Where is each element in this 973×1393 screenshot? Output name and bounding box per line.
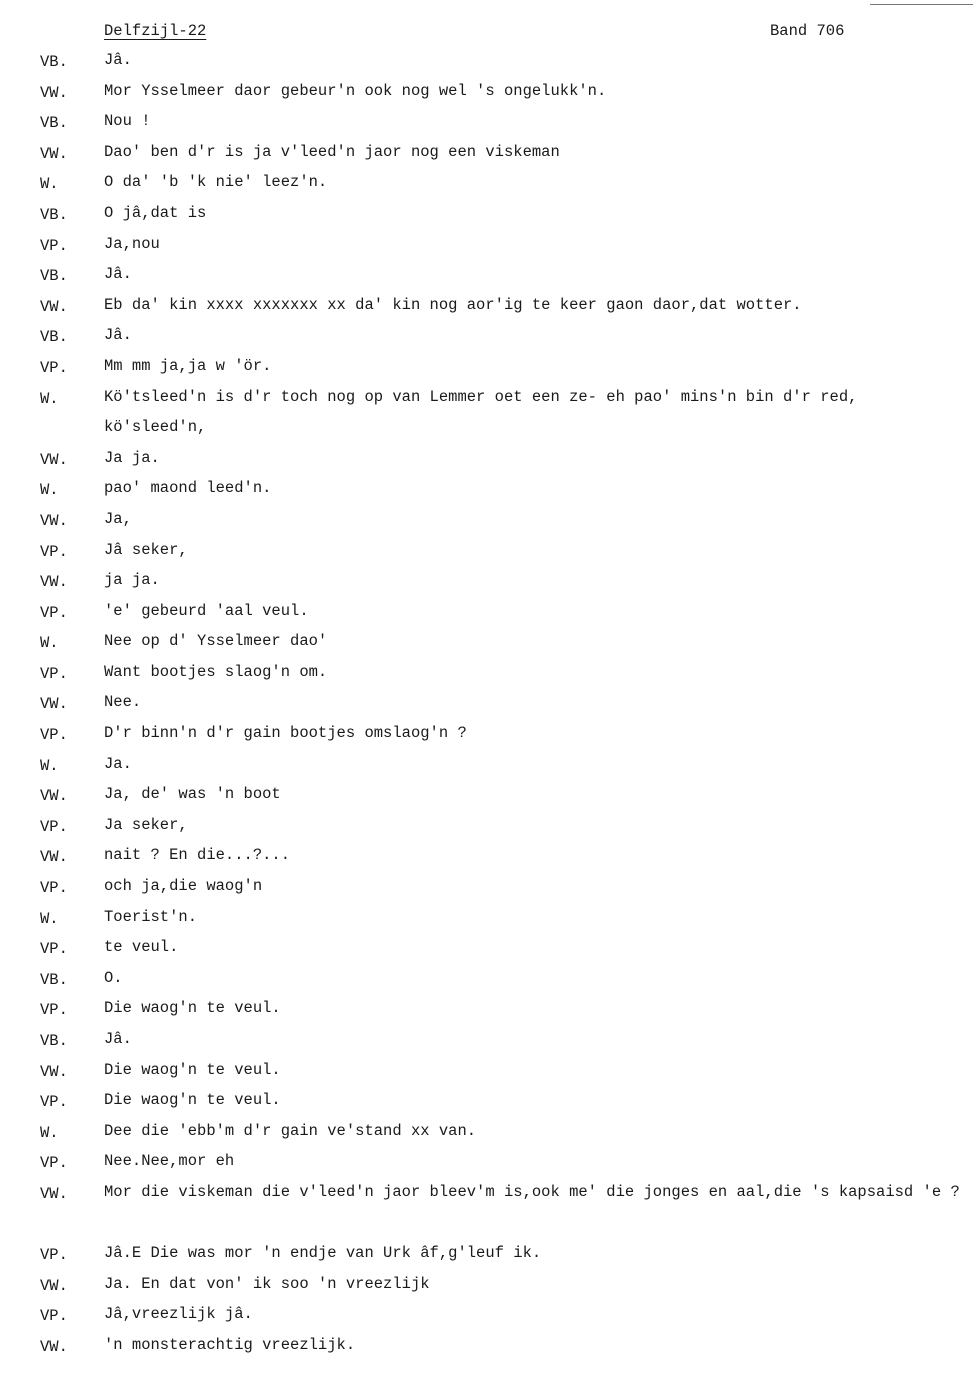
speaker-code: W. <box>40 175 59 194</box>
utterance-text: D'r binn'n d'r gain bootjes omslaog'n ? <box>104 724 467 743</box>
utterance-text: O. <box>104 968 123 987</box>
utterance-text: Jâ.E Die was mor 'n endje van Urk âf,g'leuf ik. <box>104 1244 542 1263</box>
utterance-text: Nee. <box>104 693 142 712</box>
speaker-code: VP. <box>40 940 68 959</box>
speaker-code: VP. <box>40 358 68 377</box>
utterance-text: och ja,die waog'n <box>104 877 263 896</box>
speaker-code: VB. <box>40 205 68 224</box>
document-reference: Delfzijl-22 <box>104 22 207 40</box>
speaker-code: VW. <box>40 1184 68 1203</box>
speaker-code: VP. <box>40 1154 68 1173</box>
utterance-text: 'e' gebeurd 'aal veul. <box>104 601 309 620</box>
speaker-code: VP. <box>40 817 68 836</box>
utterance-text: Ja. En dat von' ik soo 'n vreezlijk <box>104 1274 430 1293</box>
transcript-line <box>0 1335 973 1369</box>
speaker-code: W. <box>40 481 59 500</box>
utterance-text: Mor die viskeman die v'leed'n jaor bleev'm is,ook me' die jonges en aal,die 's kapsaisd 'e ? <box>104 1182 960 1201</box>
utterance-text: Jâ. <box>104 265 132 284</box>
speaker-code: VW. <box>40 1276 68 1295</box>
utterance-text: 'n monsterachtig vreezlijk. <box>104 1335 356 1354</box>
utterance-text: Die waog'n te veul. <box>104 1091 281 1110</box>
speaker-code: VW. <box>40 511 68 530</box>
utterance-text: Dao' ben d'r is ja v'leed'n jaor nog een viskeman <box>104 142 560 161</box>
utterance-text: Toerist'n. <box>104 907 198 926</box>
speaker-code: VP. <box>40 603 68 622</box>
top-rule <box>870 4 973 5</box>
speaker-code: VW. <box>40 83 68 102</box>
utterance-text: Want bootjes slaog'n om. <box>104 662 328 681</box>
utterance-text: Ja, de' was 'n boot <box>104 785 281 804</box>
utterance-text: Mm mm ja,ja w 'ör. <box>104 356 272 375</box>
utterance-text: Kö'tsleed'n is d'r toch nog op van Lemmer oet een ze- eh pao' mins'n bin d'r red, kö'sleed'n, <box>104 387 858 437</box>
utterance-text: Ja,nou <box>104 234 160 253</box>
utterance-text: Nee.Nee,mor eh <box>104 1152 235 1171</box>
speaker-code: VW. <box>40 573 68 592</box>
utterance-text: Jâ. <box>104 51 132 69</box>
utterance-text: Eb da' kin xxxx xxxxxxx xx da' kin nog aor'ig te keer gaon daor,dat wotter. <box>104 295 802 314</box>
speaker-code: VP. <box>40 879 68 898</box>
utterance-text: Die waog'n te veul. <box>104 1060 281 1079</box>
speaker-code: W. <box>40 389 59 408</box>
utterance-text: pao' maond leed'n. <box>104 479 272 498</box>
utterance-text: Jâ. <box>104 326 132 345</box>
speaker-code: VW. <box>40 695 68 714</box>
utterance-text: ja ja. <box>104 571 160 590</box>
transcript-line <box>0 387 973 451</box>
speaker-code: VB. <box>40 328 68 347</box>
speaker-code: VW. <box>40 450 68 469</box>
utterance-text: Nee op d' Ysselmeer dao' <box>104 632 328 651</box>
utterance-text: Die waog'n te veul. <box>104 999 281 1018</box>
utterance-text: te veul. <box>104 938 179 957</box>
utterance-text: O da' 'b 'k nie' leez'n. <box>104 173 328 192</box>
speaker-code: W. <box>40 909 59 928</box>
speaker-code: VP. <box>40 1307 68 1326</box>
utterance-text: Ja. <box>104 754 132 773</box>
speaker-code: VB. <box>40 114 68 133</box>
speaker-code: VW. <box>40 787 68 806</box>
speaker-code: VW. <box>40 297 68 316</box>
transcript <box>0 53 973 1369</box>
speaker-code: VB. <box>40 970 68 989</box>
utterance-text: Jâ,vreezlijk jâ. <box>104 1305 253 1324</box>
band-number: Band 706 <box>770 22 845 40</box>
speaker-code: VW. <box>40 1062 68 1081</box>
utterance-text: Jâ. <box>104 1030 132 1048</box>
speaker-code: VP. <box>40 542 68 561</box>
speaker-code: VW. <box>40 1337 68 1356</box>
utterance-text: Ja, <box>104 509 132 528</box>
speaker-code: VP. <box>40 1001 68 1020</box>
utterance-text: Mor Ysselmeer daor gebeur'n ook nog wel 's ongelukk'n. <box>104 81 607 100</box>
utterance-text: Ja ja. <box>104 448 160 467</box>
utterance-text: Nou ! <box>104 112 151 131</box>
speaker-code: VB. <box>40 53 68 71</box>
speaker-code: VP. <box>40 1246 68 1265</box>
transcript-line <box>0 1182 973 1246</box>
speaker-code: W. <box>40 1123 59 1142</box>
utterance-text: O jâ,dat is <box>104 203 207 222</box>
speaker-code: VW. <box>40 144 68 163</box>
utterance-text: Ja seker, <box>104 815 188 834</box>
speaker-code: VP. <box>40 1093 68 1112</box>
speaker-code: VB. <box>40 1032 68 1050</box>
speaker-code: VP. <box>40 664 68 683</box>
speaker-code: VW. <box>40 848 68 867</box>
utterance-text: Dee die 'ebb'm d'r gain ve'stand xx van. <box>104 1121 477 1140</box>
utterance-text: nait ? En die...?... <box>104 846 291 865</box>
speaker-code: W. <box>40 756 59 775</box>
speaker-code: VB. <box>40 267 68 286</box>
speaker-code: VP. <box>40 726 68 745</box>
utterance-text: Jâ seker, <box>104 540 188 559</box>
speaker-code: W. <box>40 634 59 653</box>
speaker-code: VP. <box>40 236 68 255</box>
